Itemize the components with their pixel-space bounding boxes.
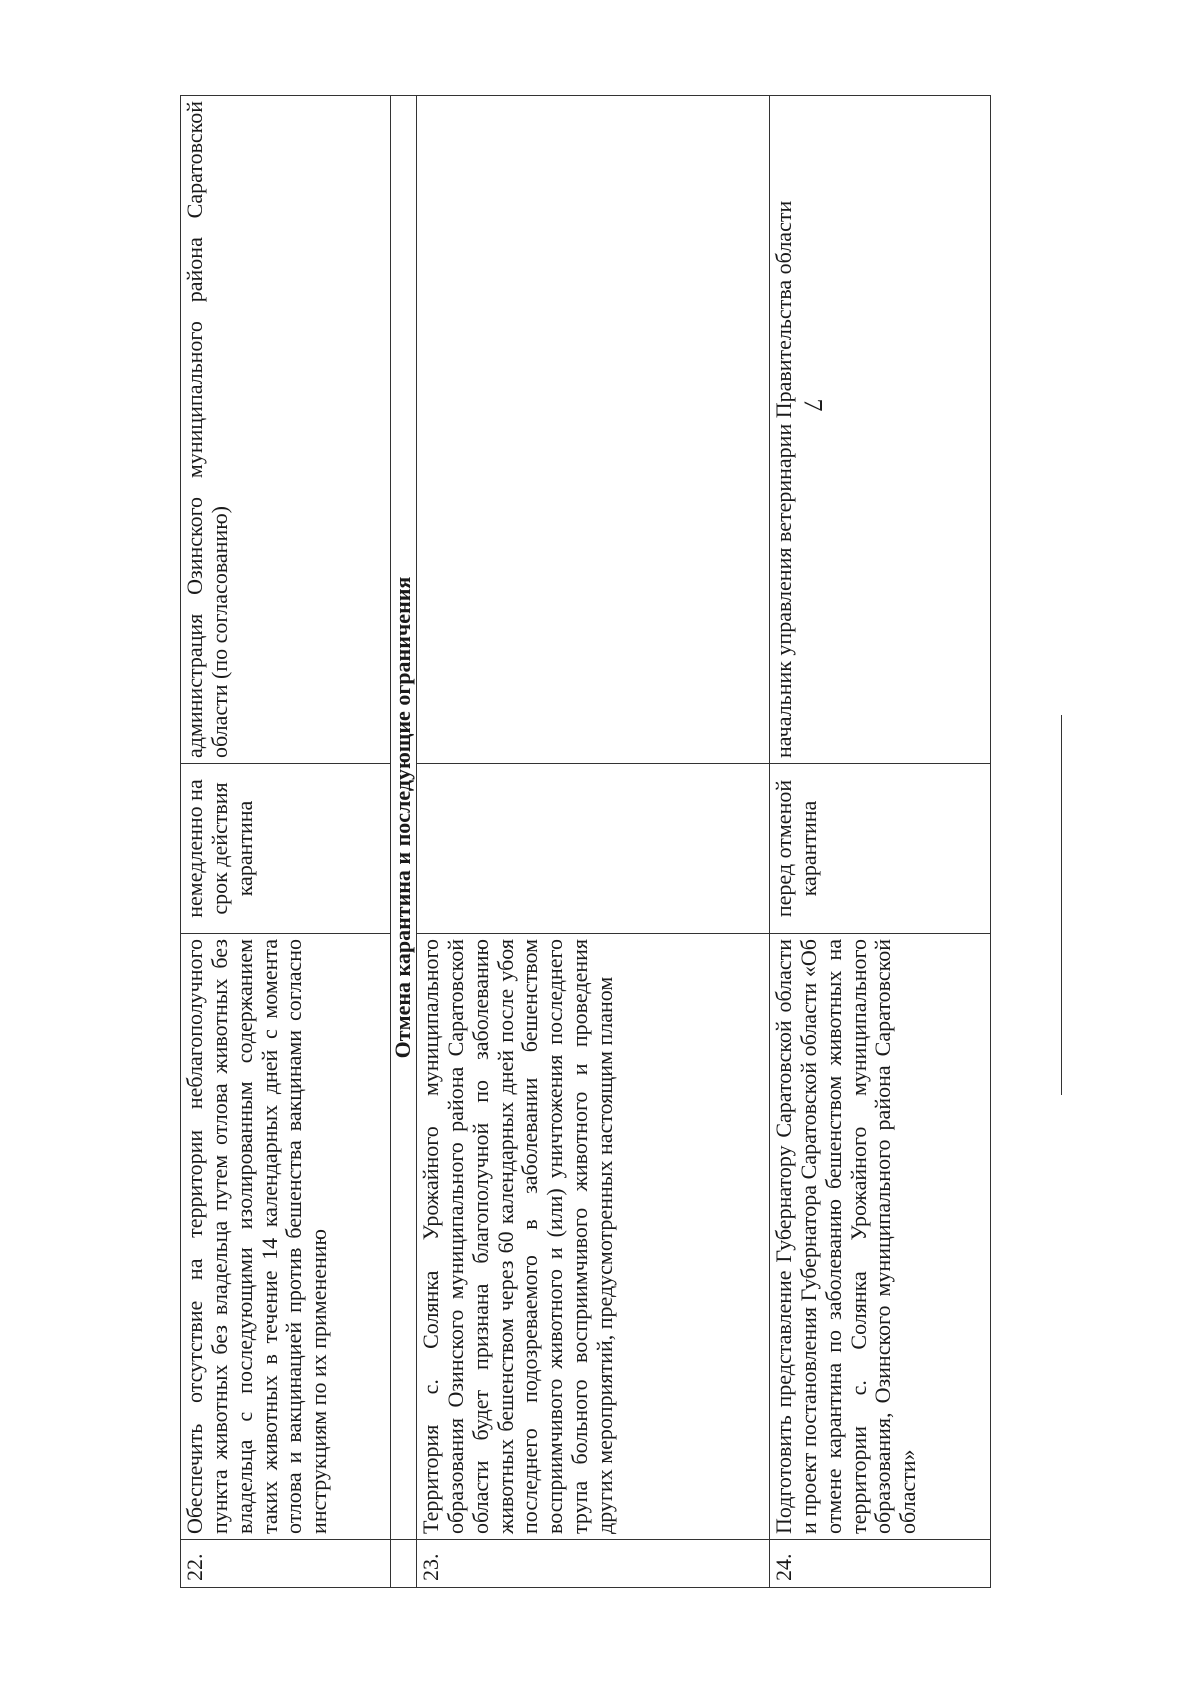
plan-table-rotated: [180, 96, 990, 1588]
table-row: [181, 96, 391, 1588]
row-responsible: начальник управления ветеринарии Правительства области: [770, 96, 991, 764]
row-responsible: администрация Озинского муниципального района Саратовской области (по согласованию): [181, 96, 391, 764]
row-action: Обеспечить отсутствие на территории неблагополучного пункта животных без владельца путем отлова животных без владельца с последующими изолированным содержанием таких животных в течение 14 календарных дней с момента отлова и вакцинацией против бешенства вакцинами согласно инструкциям по их применению: [181, 934, 391, 1540]
row-term: перед отменой карантина: [770, 764, 991, 934]
plan-table: [180, 95, 991, 1588]
section-number-cell: [391, 1540, 417, 1588]
separator-line: [1061, 715, 1062, 1095]
row-action: Территория с. Солянка Урожайного муниципального образования Озинского муниципального района Саратовской области будет признана благополучной по заболеванию животных бешенством через 60 календарных дней после убоя последнего подозреваемого в заболевании бешенством восприимчивого животного и (или) уничтожения последнего трупа больного восприимчивого животного и проведения других мероприятий, предусмотренных настоящим планом: [417, 934, 770, 1540]
table-row: [417, 96, 770, 1588]
page-number: 7: [798, 398, 828, 412]
row-number: 22.: [181, 1540, 391, 1588]
row-responsible: [417, 96, 770, 764]
row-term: [417, 764, 770, 934]
section-title: Отмена карантина и последующие ограничения: [391, 96, 417, 1540]
row-number: 23.: [417, 1540, 770, 1588]
section-header-row: [391, 96, 417, 1588]
row-number: 24.: [770, 1540, 991, 1588]
row-action: Подготовить представление Губернатору Саратовской области и проект постановления Губернатора Саратовской области «Об отмене карантина по заболеванию бешенством животных на территории с. Солянка Урожайного муниципального образования, Озинского муниципального района Саратовской области»: [770, 934, 991, 1540]
row-term: немедленно на срок действия карантина: [181, 764, 391, 934]
table-row: [770, 96, 991, 1588]
